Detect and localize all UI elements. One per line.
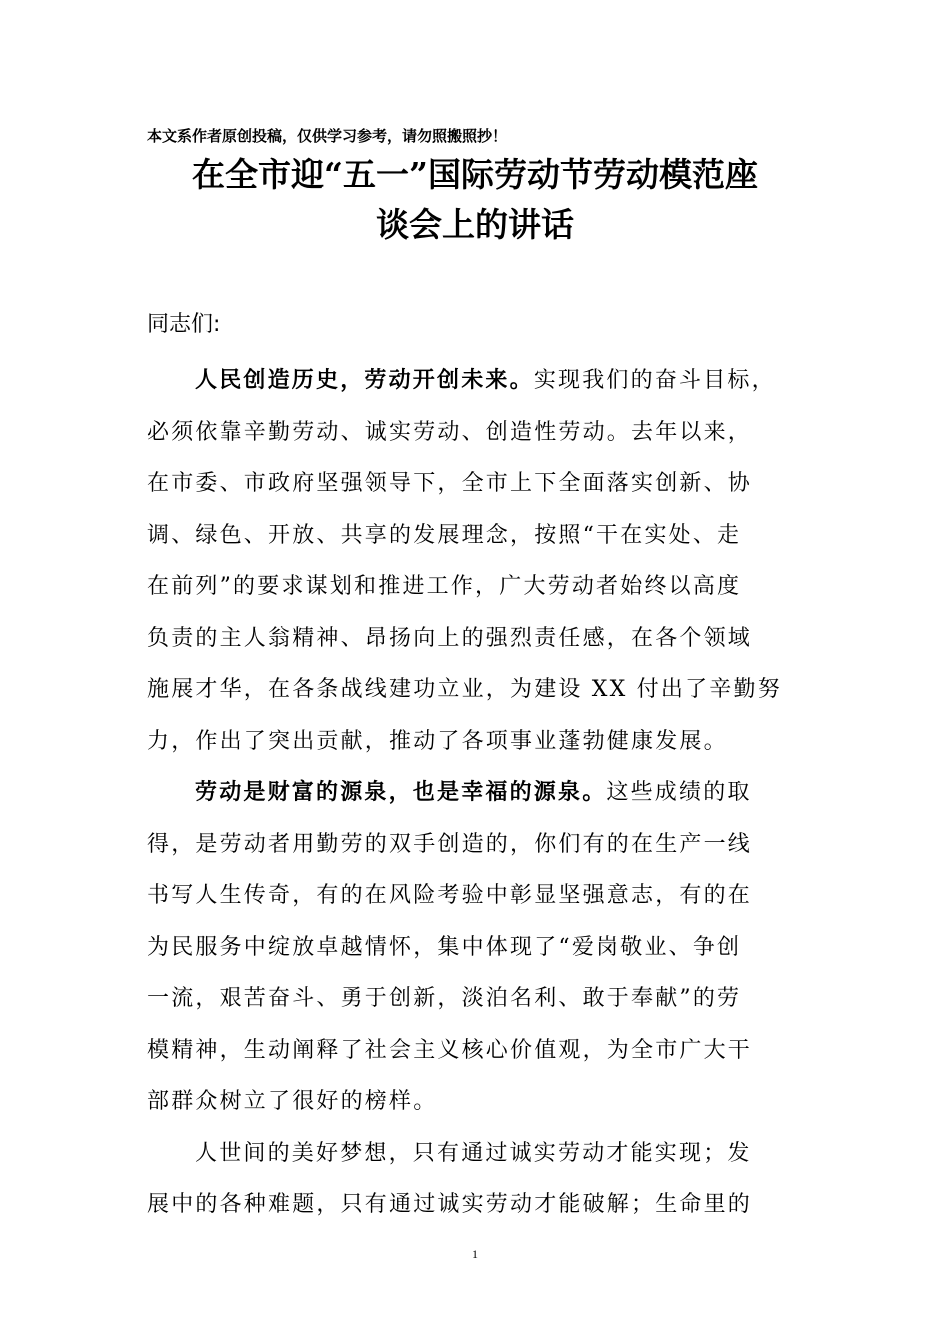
paragraph-2-lead: 劳动是财富的源泉，也是幸福的源泉。: [195, 779, 607, 805]
paragraph-1-lead: 人民创造历史，劳动开创未来。: [195, 367, 534, 393]
paragraph-2-first-rest: 这些成绩的取: [606, 780, 752, 805]
title-line-2: 谈会上的讲话: [376, 205, 574, 244]
paragraph-2-line: 一流，艰苦奋斗、勇于创新，淡泊名利、敢于奉献”的劳: [147, 986, 742, 1011]
paragraph-1-line: 调、绿色、开放、共享的发展理念，按照“干在实处、走: [147, 522, 742, 548]
paragraph-3-line: 展中的各种难题，只有通过诚实劳动才能破解；生命里的: [147, 1192, 753, 1217]
paragraph-1-line: 力，作出了突出贡献，推动了各项事业蓬勃健康发展。: [147, 728, 728, 754]
paragraph-1-line: 在市委、市政府坚强领导下，全市上下全面落实创新、协: [147, 471, 753, 496]
paragraph-1-first-line: [147, 355, 807, 407]
greeting: 同志们:: [147, 312, 221, 337]
paragraph-2-line: 书写人生传奇，有的在风险考验中彰显坚强意志，有的在: [147, 883, 753, 908]
paragraph-1-line: 负责的主人翁精神、昂扬向上的强烈责任感，在各个领域: [147, 625, 753, 651]
paragraph-2-line: 得，是劳动者用勤劳的双手创造的，你们有的在生产一线: [147, 831, 753, 857]
speech-body: [147, 355, 807, 1231]
paragraph-2-first-line: [147, 767, 807, 819]
title-line-1: 在全市迎“五一”国际劳动节劳动模范座: [192, 155, 758, 194]
paragraph-2-line: 模精神，生动阐释了社会主义核心价值观，为全市广大干: [147, 1037, 753, 1063]
document-title: [130, 150, 820, 250]
copyright-notice: 本文系作者原创投稿，仅供学习参考，请勿照搬照抄！: [147, 127, 508, 145]
paragraph-2-line: 为民服务中绽放卓越情怀，集中体现了“爱岗敬业、争创: [147, 934, 742, 960]
paragraph-1-line: 在前列”的要求谋划和推进工作，广大劳动者始终以高度: [147, 574, 742, 599]
paragraph-2-line: 部群众树立了很好的榜样。: [147, 1089, 438, 1114]
paragraph-1-first-rest: 实现我们的奋斗目标，: [533, 368, 776, 393]
paragraph-3-first-rest: 人世间的美好梦想，只有通过诚实劳动才能实现；发: [195, 1140, 752, 1166]
page-number: 1: [472, 1247, 478, 1261]
paragraph-3-first-line: [147, 1128, 807, 1180]
paragraph-1-line: 施展才华，在各条战线建功立业，为建设 XX 付出了辛勤努: [147, 677, 782, 702]
paragraph-1-line: 必须依靠辛勤劳动、诚实劳动、创造性劳动。去年以来，: [147, 419, 753, 445]
